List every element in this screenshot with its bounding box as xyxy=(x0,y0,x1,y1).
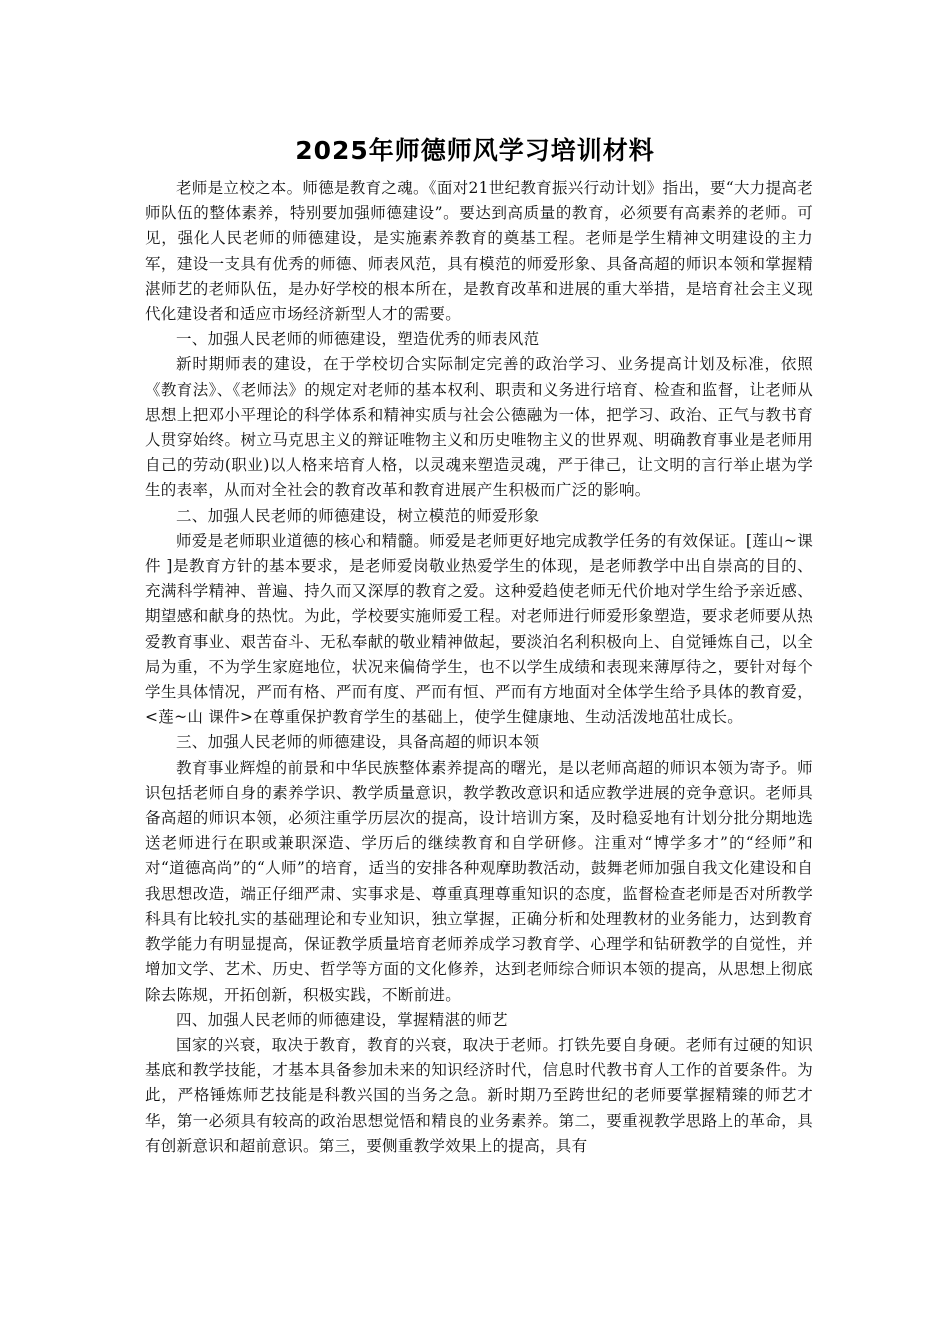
section-4-paragraph: 国家的兴衰，取决于教育，教育的兴衰，取决于老师。打铁先要自身硬。老师有过硬的知识基底和教学技能，才基本具备参加未来的知识经济时代，信息时代教书育人工作的首要条件。为此，严格锤炼师艺技能是科教兴国的当务之急。新时期乃至跨世纪的老师要掌握精臻的师艺才华，第一必须具有较高的政治思想觉悟和精良的业务素养。第二，要重视教学思路上的革命，具有创新意识和超前意识。第三，要侧重教学效果上的提高，具有 xyxy=(145,1035,813,1155)
section-2-paragraph: 师爱是老师职业道德的核心和精髓。师爱是老师更好地完成教学任务的有效保证。[莲山~课件 ]是教育方针的基本要求，是老师爱岗敬业热爱学生的体现，是老师教学中出自崇高的目的、充满科学精神、普遍、持久而又深厚的教育之爱。这种爱趋使老师无代价地对学生给予亲近感、期望感和献身的热忱。为此，学校要实施师爱工程。对老师进行师爱形象塑造，要求老师要从热爱教育事业、艰苦奋斗、无私奉献的敬业精神做起，要淡泊名利积极向上、自觉锤炼自己，以全局为重，不为学生家庭地位，状况来偏倚学生，也不以学生成绩和表现来薄厚待之，要针对每个学生具体情况，严而有格、严而有度、严而有恒、严而有方地面对全体学生给予具体的教育爱，<莲~山 课件>在尊重保护教育学生的基础上，使学生健康地、生动活泼地茁壮成长。 xyxy=(145,531,813,727)
intro-paragraph: 老师是立校之本。师德是教育之魂。《面对21世纪教育振兴行动计划》指出，要“大力提高老师队伍的整体素养，特别要加强师德建设”。要达到高质量的教育，必须要有高素养的老师。可见，强化人民老师的师德建设，是实施素养教育的奠基工程。老师是学生精神文明建设的主力军，建设一支具有优秀的师德、师表风范，具有模范的师爱形象、具备高超的师识本领和掌握精湛师艺的老师队伍，是办好学校的根本所在，是教育改革和进展的重大举措，是培育社会主义现代化建设者和适应市场经济新型人才的需要。 xyxy=(145,179,813,324)
section-1-heading: 一、加强人民老师的师德建设，塑造优秀的师表风范 xyxy=(176,330,540,349)
document-title: 2025年师德师风学习培训材料 xyxy=(295,136,655,165)
section-2-heading: 二、加强人民老师的师德建设，树立模范的师爱形象 xyxy=(176,506,540,525)
section-3-paragraph: 教育事业辉煌的前景和中华民族整体素养提高的曙光，是以老师高超的师识本领为寄予。师识包括老师自身的素养学识、教学质量意识，教学教改意识和适应教学进展的竞争意识。老师具备高超的师识本领，必须注重学历层次的提高，设计培训方案，及时稳妥地有计划分批分期地选送老师进行在职或兼职深造、学历后的继续教育和自学研修。注重对“博学多才”的“经师”和对“道德高尚”的“人师”的培育，适当的安排各种观摩助教活动，鼓舞老师加强自我文化建设和自我思想改造，端正仔细严肃、实事求是、尊重真理尊重知识的态度，监督检查老师是否对所教学科具有比较扎实的基础理论和专业知识，独立掌握，正确分析和处理教材的业务能力，达到教育教学能力有明显提高，保证教学质量培育老师养成学习教育学、心理学和钻研教学的自觉性，并增加文学、艺术、历史、哲学等方面的文化修养，达到老师综合师识本领的提高，从思想上彻底除去陈规，开拓创新，积极实践，不断前进。 xyxy=(145,758,813,1004)
document-body xyxy=(145,176,813,1159)
section-1-paragraph: 新时期师表的建设，在于学校切合实际制定完善的政治学习、业务提高计划及标准，依照《教育法》、《老师法》的规定对老师的基本权利、职责和义务进行培育、检查和监督，让老师从思想上把邓小平理论的科学体系和精神实质与社会公德融为一体，把学习、政治、正气与教书育人贯穿始终。树立马克思主义的辩证唯物主义和历史唯物主义的世界观、明确教育事业是老师用自己的劳动(职业)以人格来培育人格，以灵魂来塑造灵魂，严于律己，让文明的言行举止堪为学生的表率，从而对全社会的教育改革和教育进展产生积极而广泛的影响。 xyxy=(145,355,813,500)
section-4-heading: 四、加强人民老师的师德建设，掌握精湛的师艺 xyxy=(176,1010,508,1029)
section-3-heading: 三、加强人民老师的师德建设，具备高超的师识本领 xyxy=(176,733,540,752)
